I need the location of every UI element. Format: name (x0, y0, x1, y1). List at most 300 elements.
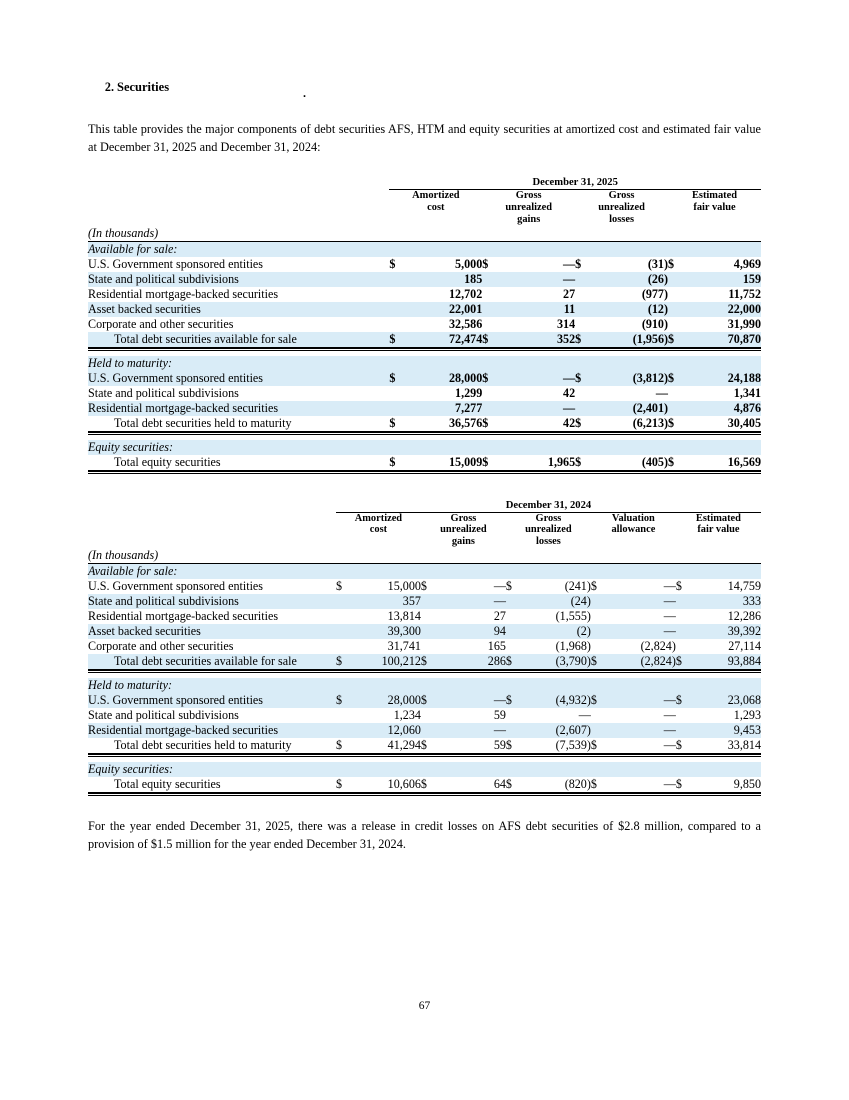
total-value: 36,576 (404, 416, 482, 432)
currency-symbol: $ (591, 777, 605, 793)
currency-symbol: $ (668, 416, 682, 432)
securities-table-2024-wrapper (88, 500, 761, 797)
row-label: Residential mortgage-backed securities (88, 609, 279, 624)
cell-value: 28,000 (387, 693, 421, 708)
currency-symbol: $ (668, 370, 675, 385)
currency-symbol (575, 386, 589, 401)
cell-value: 333 (742, 594, 761, 609)
cell-value: 4,969 (733, 256, 761, 271)
currency-symbol: $ (575, 370, 582, 385)
row-label: State and political subdivisions (88, 708, 239, 723)
currency-symbol: $ (389, 370, 396, 385)
currency-symbol (591, 639, 605, 654)
currency-symbol: $ (591, 654, 605, 670)
cell-value: 32,586 (449, 316, 483, 331)
row-label: Corporate and other securities (88, 316, 234, 331)
row-label: State and political subdivisions (88, 271, 239, 286)
total-value: 41,294 (350, 738, 421, 754)
currency-symbol (668, 317, 682, 332)
currency-symbol: $ (675, 579, 682, 594)
cell-value: (31) (647, 256, 669, 271)
section-title-row (88, 440, 761, 455)
section-title-row (88, 241, 761, 257)
total-value: 100,212 (350, 654, 421, 670)
currency-symbol (482, 386, 496, 401)
currency-symbol (421, 609, 435, 624)
total-label: Total debt securities available for sale (88, 654, 336, 670)
table-row (88, 287, 761, 302)
securities-table-2025 (88, 177, 761, 474)
currency-symbol: $ (668, 332, 682, 348)
row-label: Residential mortgage-backed securities (88, 400, 279, 415)
currency-symbol (506, 708, 520, 723)
currency-symbol: $ (675, 693, 682, 708)
section-number: 2. (104, 80, 114, 94)
currency-symbol (575, 317, 589, 332)
total-value: 10,606 (350, 777, 421, 793)
cell-value: 59 (493, 708, 506, 723)
table-row (88, 401, 761, 416)
currency-symbol: $ (389, 332, 403, 348)
currency-symbol (336, 639, 350, 654)
currency-symbol (421, 708, 435, 723)
col-hdr-valuation-l3-2024 (591, 536, 676, 548)
cell-value: — (493, 594, 506, 609)
section-title-row (88, 762, 761, 777)
col-hdr-fairvalue-l1: Estimated (691, 189, 738, 201)
section-title: Securities (117, 80, 170, 94)
currency-symbol (482, 317, 496, 332)
cell-value: 13,814 (387, 609, 421, 624)
currency-symbol: $ (482, 256, 489, 271)
cell-value: (4,932) (555, 693, 591, 708)
cell-value: — (663, 594, 676, 609)
currency-symbol (506, 639, 520, 654)
currency-symbol (591, 723, 605, 738)
cell-value: 1,299 (455, 385, 483, 400)
cell-value: (910) (641, 316, 669, 331)
cell-value: (977) (641, 286, 669, 301)
intro-paragraph: This table provides the major components of debt securities AFS, HTM and equity securities at amortized cost and estimated fair value at December 31, 2025 and December 31, 2024: (88, 122, 761, 154)
currency-symbol: $ (482, 416, 496, 432)
cell-value: 27 (563, 286, 576, 301)
cell-value: 24,188 (727, 370, 761, 385)
row-label: State and political subdivisions (88, 594, 239, 609)
col-hdr-losses-l1-2024: Gross (535, 512, 562, 524)
col-hdr-gains-l2-2024: unrealized (440, 524, 487, 536)
cell-value: 7,277 (455, 400, 483, 415)
cell-value: 28,000 (449, 370, 483, 385)
cell-value: — (663, 624, 676, 639)
cell-value: — (663, 693, 676, 708)
currency-symbol: $ (676, 777, 690, 793)
table-row (88, 693, 761, 708)
currency-symbol (336, 723, 350, 738)
currency-symbol: $ (676, 654, 690, 670)
total-value: (405) (590, 455, 668, 471)
currency-symbol: $ (335, 579, 342, 594)
cell-value: — (663, 723, 676, 738)
currency-symbol: $ (668, 256, 675, 271)
total-value: (1,956) (590, 332, 668, 348)
securities-table-2024 (88, 500, 761, 797)
currency-symbol (389, 287, 403, 302)
total-value: 30,405 (682, 416, 761, 432)
cell-value: 1,234 (393, 708, 421, 723)
total-row (88, 738, 761, 754)
currency-symbol (421, 594, 435, 609)
cell-value: 185 (464, 271, 483, 286)
double-rule-row (88, 470, 761, 472)
col-hdr-fairvalue-l1-2024: Estimated (695, 512, 741, 524)
cell-value: 15,000 (387, 579, 421, 594)
table-row (88, 371, 761, 386)
cell-value: 4,876 (733, 400, 761, 415)
cell-value: 94 (493, 624, 506, 639)
cell-value: 23,068 (727, 693, 761, 708)
total-value: (3,790) (520, 654, 591, 670)
cell-value: (2,401) (632, 400, 669, 415)
cell-value: — (663, 579, 676, 594)
total-value: (7,539) (520, 738, 591, 754)
cell-value: 12,060 (387, 723, 421, 738)
total-row (88, 777, 761, 793)
currency-symbol (421, 723, 435, 738)
column-header-line3-2024 (88, 536, 761, 548)
total-value: 59 (435, 738, 506, 754)
units-row-2025 (88, 226, 761, 242)
currency-symbol (676, 708, 690, 723)
units-label: (In thousands) (88, 226, 389, 242)
section-label: Held to maturity: (88, 678, 172, 693)
currency-symbol: $ (505, 579, 512, 594)
currency-symbol: $ (336, 654, 350, 670)
currency-symbol (389, 401, 403, 416)
currency-symbol (591, 708, 605, 723)
currency-symbol: $ (482, 332, 496, 348)
currency-symbol: $ (505, 693, 512, 708)
currency-symbol (676, 639, 690, 654)
table-row (88, 579, 761, 594)
cell-value: — (563, 400, 576, 415)
cell-value: 27,114 (728, 639, 761, 654)
currency-symbol: $ (506, 738, 520, 754)
currency-symbol: $ (335, 693, 342, 708)
cell-value: — (655, 385, 669, 400)
cell-value: — (578, 708, 591, 723)
total-value: 16,569 (682, 455, 761, 471)
table-row (88, 594, 761, 609)
currency-symbol (668, 401, 682, 416)
period-header-row (88, 177, 761, 188)
currency-symbol: $ (421, 738, 435, 754)
col-hdr-losses-l2-2024: unrealized (525, 524, 572, 536)
cell-value: 1,341 (733, 385, 761, 400)
currency-symbol: $ (421, 777, 435, 793)
table-row (88, 257, 761, 272)
row-label: Asset backed securities (88, 624, 201, 639)
currency-symbol: $ (420, 579, 427, 594)
section-title-row (88, 564, 761, 580)
section-title-row (88, 356, 761, 371)
col-hdr-losses-l3-2024: losses (535, 536, 561, 548)
currency-symbol (575, 401, 589, 416)
cell-value: 1,293 (733, 708, 761, 723)
currency-symbol: $ (590, 579, 597, 594)
column-header-line2 (88, 202, 761, 214)
total-value: 33,814 (690, 738, 761, 754)
currency-symbol (336, 609, 350, 624)
currency-symbol (482, 272, 496, 287)
currency-symbol: $ (591, 738, 605, 754)
footnote-paragraph: For the year ended December 31, 2025, there was a release in credit losses on AFS debt securities of $2.8 million, compared to a provision of $1.5 million for the year ended December 31, 2024. (88, 819, 761, 852)
total-value: — (605, 777, 676, 793)
currency-symbol: $ (575, 455, 589, 471)
total-label: Total equity securities (88, 455, 389, 471)
total-value: 64 (435, 777, 506, 793)
currency-symbol (421, 639, 435, 654)
cell-value: — (663, 609, 676, 624)
double-rule-row (88, 793, 761, 795)
currency-symbol (591, 594, 605, 609)
col-hdr-valuation-l1-2024: Valuation (611, 512, 655, 524)
cell-value: — (563, 256, 576, 271)
cell-value: (26) (647, 271, 669, 286)
currency-symbol (591, 624, 605, 639)
currency-symbol (575, 287, 589, 302)
section-label: Held to maturity: (88, 355, 172, 370)
col-hdr-gains-l3-2024: gains (451, 536, 475, 548)
table-row (88, 708, 761, 723)
cell-value: — (493, 579, 506, 594)
securities-table-2025-wrapper (88, 177, 761, 474)
cell-value: (1,555) (555, 609, 591, 624)
currency-symbol: $ (575, 256, 582, 271)
cell-value: (2,607) (555, 723, 591, 738)
currency-symbol (575, 302, 589, 317)
col-hdr-amortized-l1: Amortized (412, 189, 460, 201)
col-hdr-amortized-l3 (389, 214, 482, 226)
cell-value: (12) (647, 301, 669, 316)
cell-value: — (563, 271, 576, 286)
table-row (88, 609, 761, 624)
currency-symbol (482, 401, 496, 416)
cell-value: 5,000 (455, 256, 483, 271)
cell-value: 9,453 (733, 723, 761, 738)
currency-symbol (336, 624, 350, 639)
total-value: 70,870 (682, 332, 761, 348)
currency-symbol: $ (482, 455, 496, 471)
section-title-row (88, 678, 761, 693)
total-value: (820) (520, 777, 591, 793)
total-value: 9,850 (690, 777, 761, 793)
col-hdr-losses-l3: losses (609, 213, 634, 225)
currency-symbol (506, 594, 520, 609)
column-header-line2-2024 (88, 524, 761, 536)
cell-value: 14,759 (727, 579, 761, 594)
currency-symbol (389, 272, 403, 287)
table-row (88, 723, 761, 738)
currency-symbol (668, 386, 682, 401)
period-header-2025: December 31, 2025 (532, 176, 618, 188)
col-hdr-amortized-l2: cost (427, 201, 445, 213)
currency-symbol: $ (482, 370, 489, 385)
cell-value: — (563, 370, 576, 385)
cell-value: — (663, 708, 676, 723)
stray-mark: . (303, 86, 306, 100)
section-label: Available for sale: (88, 241, 178, 256)
col-hdr-fairvalue-l3-2024 (676, 536, 761, 548)
currency-symbol (506, 624, 520, 639)
total-value: (6,213) (590, 416, 668, 432)
cell-value: (1,968) (555, 639, 591, 654)
table-row (88, 317, 761, 332)
cell-value: 12,702 (449, 286, 483, 301)
col-hdr-gains-l1: Gross (515, 189, 542, 201)
col-hdr-losses-l2: unrealized (598, 201, 645, 213)
currency-symbol (676, 723, 690, 738)
units-row-2024 (88, 548, 761, 564)
currency-symbol: $ (389, 256, 396, 271)
col-hdr-fairvalue-l2: fair value (693, 201, 736, 213)
col-hdr-gains-l2: unrealized (505, 201, 552, 213)
currency-symbol: $ (506, 654, 520, 670)
col-hdr-losses-l1: Gross (608, 189, 635, 201)
total-label: Total equity securities (88, 777, 336, 793)
section-label: Equity securities: (88, 762, 173, 777)
currency-symbol (389, 317, 403, 332)
cell-value: 22,000 (727, 301, 761, 316)
total-value: — (605, 738, 676, 754)
cell-value: 39,300 (387, 624, 421, 639)
currency-symbol: $ (336, 738, 350, 754)
currency-symbol (668, 287, 682, 302)
total-value: 15,009 (404, 455, 482, 471)
cell-value: 165 (487, 639, 506, 654)
cell-value: 22,001 (449, 301, 483, 316)
total-value: 286 (435, 654, 506, 670)
total-label: Total debt securities held to maturity (88, 416, 389, 432)
currency-symbol (676, 594, 690, 609)
cell-value: 159 (742, 271, 761, 286)
total-row (88, 654, 761, 670)
total-value: 352 (497, 332, 575, 348)
row-label: U.S. Government sponsored entities (88, 370, 263, 385)
currency-symbol: $ (590, 693, 597, 708)
table-row (88, 272, 761, 287)
total-label: Total debt securities held to maturity (88, 738, 336, 754)
section-heading (88, 80, 761, 100)
total-row (88, 416, 761, 432)
total-value: (2,824) (605, 654, 676, 670)
section-label: Equity securities: (88, 439, 173, 454)
currency-symbol (389, 386, 403, 401)
currency-symbol: $ (575, 332, 589, 348)
currency-symbol (389, 302, 403, 317)
cell-value: 11 (563, 301, 576, 316)
currency-symbol (482, 302, 496, 317)
col-hdr-gains-l1-2024: Gross (450, 512, 477, 524)
row-label: Residential mortgage-backed securities (88, 723, 279, 738)
col-hdr-amortized-l3-2024 (336, 536, 421, 548)
cell-value: 42 (563, 385, 576, 400)
row-label: Asset backed securities (88, 301, 201, 316)
currency-symbol (336, 708, 350, 723)
currency-symbol: $ (336, 777, 350, 793)
cell-value: (24) (570, 594, 591, 609)
currency-symbol: $ (668, 455, 682, 471)
table-row (88, 624, 761, 639)
units-label-2024: (In thousands) (88, 548, 336, 564)
col-hdr-valuation-l2-2024: allowance (611, 524, 656, 536)
table-row (88, 386, 761, 401)
cell-value: (2) (576, 624, 591, 639)
cell-value: 12,286 (727, 609, 761, 624)
cell-value: 357 (402, 594, 421, 609)
cell-value: — (493, 693, 506, 708)
cell-value: 11,752 (728, 286, 761, 301)
column-header-line1 (88, 189, 761, 201)
page-number: 67 (418, 1000, 431, 1012)
period-header-2024: December 31, 2024 (505, 499, 592, 511)
table-gap (88, 474, 761, 500)
col-hdr-fairvalue-l2-2024: fair value (697, 524, 740, 536)
row-label: U.S. Government sponsored entities (88, 256, 263, 271)
currency-symbol (575, 272, 589, 287)
cell-value: (3,812) (632, 370, 669, 385)
section-label: Available for sale: (88, 564, 178, 579)
col-hdr-amortized-l2-2024: cost (369, 524, 388, 536)
currency-symbol (336, 594, 350, 609)
row-label: U.S. Government sponsored entities (88, 579, 263, 594)
period-header-row-2024 (88, 500, 761, 511)
currency-symbol (676, 609, 690, 624)
column-header-line3 (88, 214, 761, 226)
cell-value: (2,824) (640, 639, 676, 654)
row-label: U.S. Government sponsored entities (88, 693, 263, 708)
currency-symbol: $ (421, 654, 435, 670)
row-label: Corporate and other securities (88, 639, 234, 654)
currency-symbol: $ (506, 777, 520, 793)
col-hdr-gains-l3: gains (517, 213, 541, 225)
table-row (88, 639, 761, 654)
currency-symbol (506, 723, 520, 738)
total-value: 72,474 (404, 332, 482, 348)
total-value: 1,965 (497, 455, 575, 471)
currency-symbol: $ (389, 416, 403, 432)
cell-value: 314 (557, 316, 576, 331)
currency-symbol (591, 609, 605, 624)
total-label: Total debt securities available for sale (88, 332, 389, 348)
total-row (88, 332, 761, 348)
currency-symbol (482, 287, 496, 302)
row-label: Residential mortgage-backed securities (88, 286, 279, 301)
cell-value: 31,741 (387, 639, 421, 654)
total-row (88, 455, 761, 471)
currency-symbol (421, 624, 435, 639)
currency-symbol: $ (676, 738, 690, 754)
col-hdr-amortized-l1-2024: Amortized (354, 512, 403, 524)
currency-symbol (668, 272, 682, 287)
row-label: State and political subdivisions (88, 385, 239, 400)
currency-symbol: $ (420, 693, 427, 708)
cell-value: (241) (564, 579, 591, 594)
table-row (88, 302, 761, 317)
currency-symbol (668, 302, 682, 317)
currency-symbol (506, 609, 520, 624)
currency-symbol: $ (389, 455, 403, 471)
currency-symbol (676, 624, 690, 639)
